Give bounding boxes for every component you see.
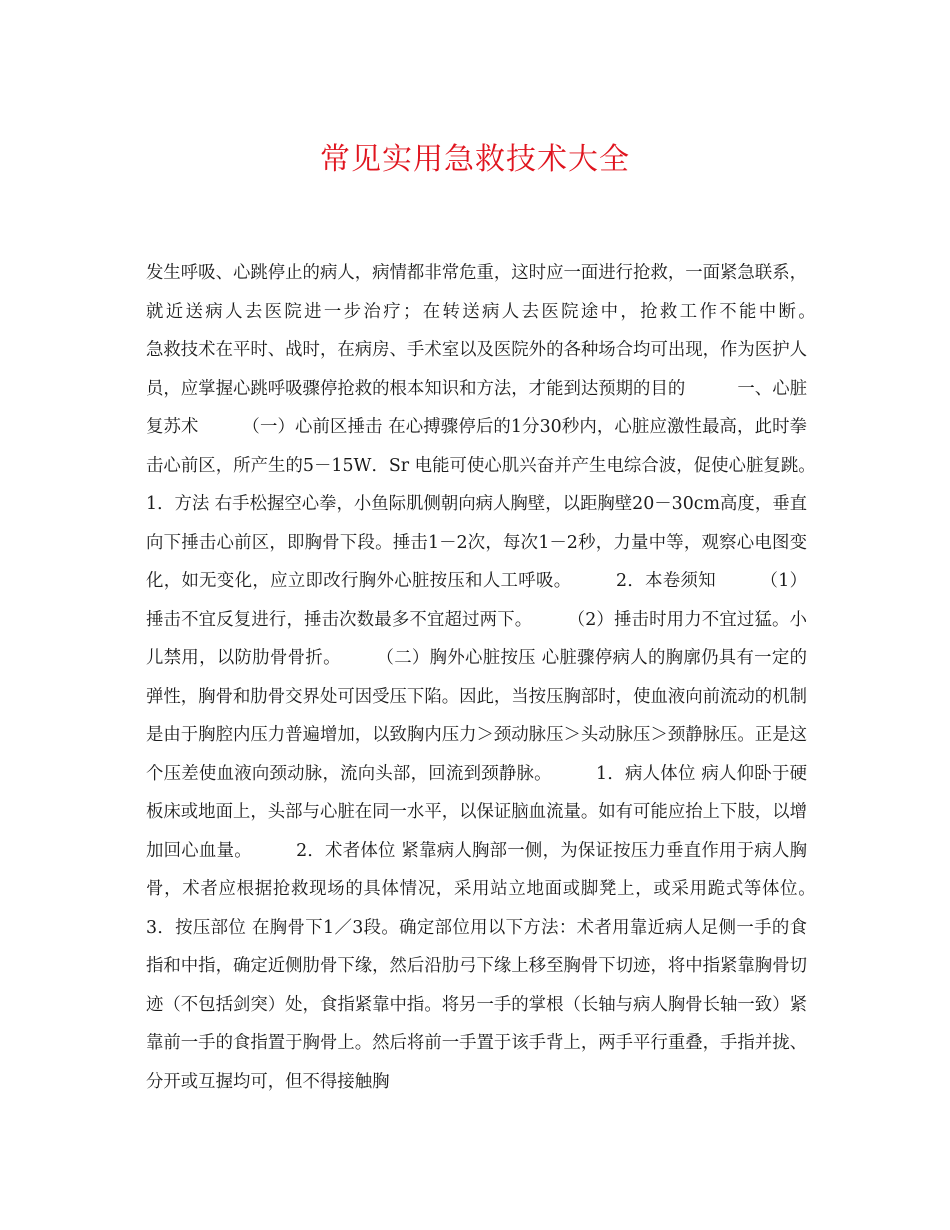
document-title: 常见实用急救技术大全 — [320, 142, 630, 177]
document-body-text: 发生呼吸、心跳停止的病人，病情都非常危重，这时应一面进行抢救，一面紧急联系，就近送病人去医院进一步治疗；在转送病人去医院途中，抢救工作不能中断。 急救技术在平时、战时，在病房、手术室以及医院外的各种场合均可出现，作为医护人员，应掌握心跳呼吸骤停抢救的根本知识和方法，才能到达预期的目的 一、心脏复苏术 （一）心前区捶击 在心搏骤停后的1分30秒内，心脏应激性最高，此时拳击心前区，所产生的5－15W．Sr 电能可使心肌兴奋并产生电综合波，促使心脏复跳。 1．方法 右手松握空心拳，小鱼际肌侧朝向病人胸壁，以距胸壁20－30cm高度，垂直向下捶击心前区，即胸骨下段。捶击1－2次，每次1－2秒，力量中等，观察心电图变化，如无变化，应立即改行胸外心脏按压和人工呼吸。 2．本卷须知 （1）捶击不宜反复进行，捶击次数最多不宜超过两下。 （2）捶击时用力不宜过猛。小儿禁用，以防肋骨骨折。 （二）胸外心脏按压 心脏骤停病人的胸廓仍具有一定的弹性，胸骨和肋骨交界处可因受压下陷。因此，当按压胸部时，使血液向前流动的机制是由于胸腔内压力普遍增加，以致胸内压力＞颈动脉压＞头动脉压＞颈静脉压。正是这个压差使血液向颈动脉，流向头部，回流到颈静脉。 1．病人体位 病人仰卧于硬板床或地面上，头部与心脏在同一水平，以保证脑血流量。如有可能应抬上下肢，以增加回心血量。 2．术者体位 紧靠病人胸部一侧，为保证按压力垂直作用于病人胸骨，术者应根据抢救现场的具体情况，采用站立地面或脚凳上，或采用跪式等体位。 3．按压部位 在胸骨下1／3段。确定部位用以下方法：术者用靠近病人足侧一手的食指和中指，确定近侧肋骨下缘，然后沿肋弓下缘上移至胸骨下切迹，将中指紧靠胸骨切迹（不包括剑突）处，食指紧靠中指。将另一手的掌根（长轴与病人胸骨长轴一致）紧靠前一手的食指置于胸骨上。然后将前一手置于该手背上，两手平行重叠，手指并拢、分开或互握均可，但不得接触胸 — [146, 263, 877, 1092]
